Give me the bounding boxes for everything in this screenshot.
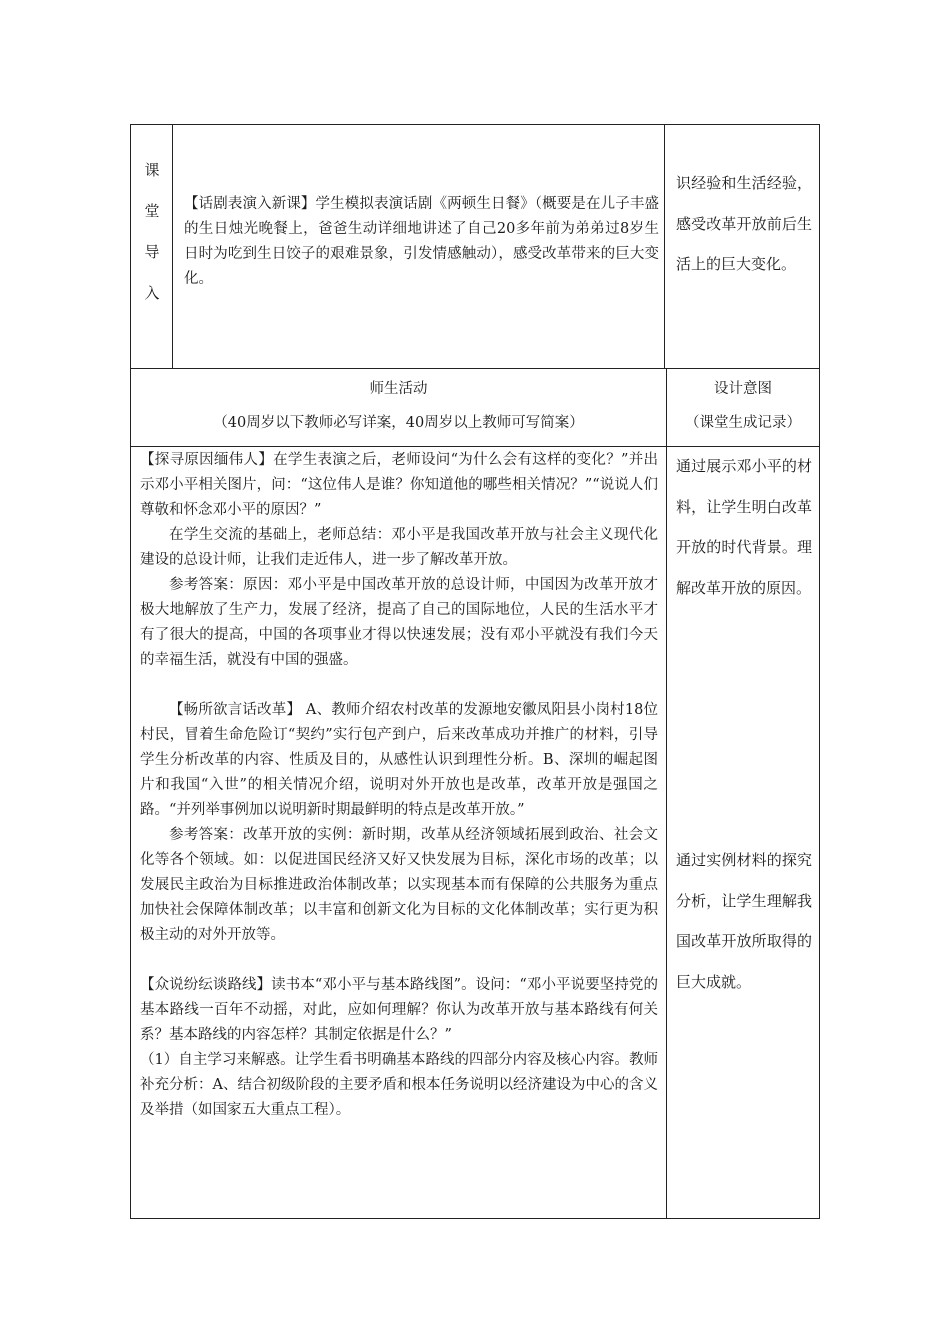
label-char: 导 — [144, 243, 160, 261]
label-char: 堂 — [144, 202, 160, 220]
row-divider-intro — [130, 368, 820, 369]
main-column-divider — [666, 368, 667, 1219]
section2-paragraph: 【畅所欲言话改革】 A、教师介绍农村改革的发源地安徽凤阳县小岗村18位村民，冒着生命危险订“契约”实行包产到户，后来改革成功并推广的材料，引导学生分析改革的内容、性质及目的，从感性认识到理性分析。B、深圳的崛起图片和我国“入世”的相关情况介绍，说明对外开放也是改革，改革开放是强国之路。“并列举事例加以说明新时期最鲜明的特点是改革开放。” — [140, 702, 658, 818]
inner-column-divider — [664, 124, 665, 369]
intent-header — [667, 372, 819, 440]
activity-header — [131, 372, 666, 440]
spacer — [140, 673, 658, 698]
section3-paragraph: 【众说纷纭谈路线】读书本“邓小平与基本路线图”。设问：“邓小平说要坚持党的基本路线一百年不动摇，对此，应如何理解？你认为改革开放与基本路线有何关系？基本路线的内容怎样？其制定依据是什么？” — [140, 977, 658, 1043]
table-top-border — [130, 124, 820, 125]
activity-header-title: 师生活动 — [369, 381, 428, 397]
intent-header-title: 设计意图 — [714, 381, 772, 397]
intro-activity-text: 【话剧表演入新课】学生模拟表演话剧《两顿生日餐》（概要是在儿子丰盛的生日烛光晚餐上，爸爸生动详细地讲述了自己20多年前为弟弟过8岁生日时为吃到生日饺子的艰难景象，引发情感触动），感受改革带来的巨大变化。 — [184, 196, 659, 287]
section2-answer: 参考答案：改革开放的实例：新时期，改革从经济领域拓展到政治、社会文化等各个领域。如：以促进国民经济又好又快发展为目标，深化市场的改革；以发展民主政治为目标推进政治体制改革；以实现基本而有保障的公共服务为重点加快社会保障体制改革；以丰富和创新文化为目标的文化体制改革；实行更为积极主动的对外开放等。 — [140, 827, 658, 943]
activity-body — [140, 448, 658, 1123]
section1-paragraph: 【探寻原因缅伟人】在学生表演之后，老师设问“为什么会有这样的变化？”并出示邓小平相关图片，问：“这位伟人是谁？你知道他的哪些相关情况？”“说说人们尊敬和怀念邓小平的原因？” — [140, 452, 658, 518]
intent-section1: 通过展示邓小平的材料，让学生明白改革开放的时代背景。理解改革开放的原因。 — [676, 457, 812, 597]
spacer — [140, 948, 658, 973]
activity-header-subtitle: （40周岁以下教师必写详案，40周岁以上教师可写简案） — [213, 415, 584, 431]
table-bottom-border — [130, 1218, 820, 1219]
label-char: 课 — [144, 161, 160, 179]
section3-subitem: （1）自主学习来解惑。让学生看书明确基本路线的四部分内容及核心内容。教师补充分析：A、结合初级阶段的主要矛盾和根本任务说明以经济建设为中心的含义及举措（如国家五大重点工程）。 — [140, 1052, 658, 1118]
table-right-border — [819, 124, 820, 1219]
section1-answer: 参考答案：原因：邓小平是中国改革开放的总设计师，中国因为改革开放才极大地解放了生产力，发展了经济，提高了自己的国际地位，人民的生活水平才有了很大的提高，中国的各项事业才得以快速发展；没有邓小平就没有我们今天的幸福生活，就没有中国的强盛。 — [140, 577, 658, 668]
intro-intent-text: 识经验和生活经验，感受改革开放前后生活上的巨大变化。 — [676, 174, 812, 273]
intro-row-label — [131, 150, 173, 314]
section1-summary: 在学生交流的基础上，老师总结：邓小平是我国改革开放与社会主义现代化建设的总设计师，让我们走近伟人，进一步了解改革开放。 — [140, 527, 658, 568]
intent-section2: 通过实例材料的探究分析，让学生理解我国改革开放所取得的巨大成就。 — [676, 851, 812, 991]
label-char: 入 — [144, 284, 160, 302]
intent-header-subtitle: （课堂生成记录） — [685, 415, 801, 431]
